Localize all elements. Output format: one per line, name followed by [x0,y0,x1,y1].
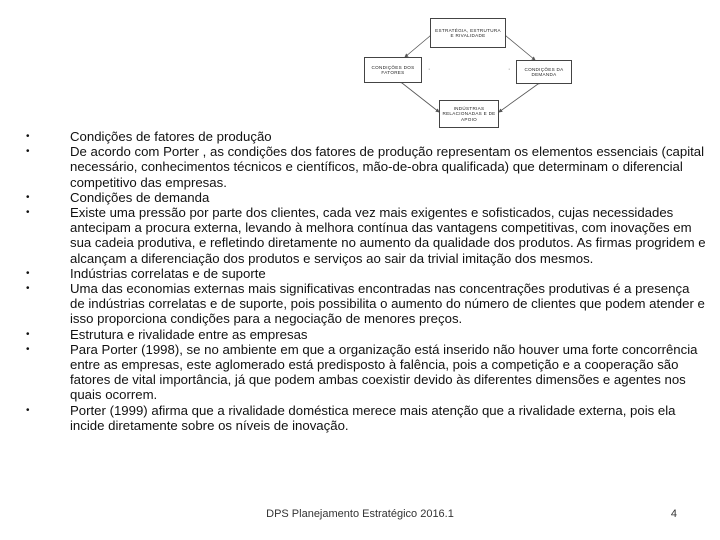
diagram-connectors [0,0,720,150]
bullet-icon: • [26,191,30,203]
page-number: 4 [670,508,677,520]
bullet-content [26,129,706,433]
list-item-text: Porter (1999) afirma que a rivalidade doméstica merece mais atenção que a rivalidade externa, pois ela incide diretamente sobre os níveis de inovação. [70,402,676,433]
list-item-text: Para Porter (1998), se no ambiente em que a organização está inserido não houver uma forte concorrência entre as empresas, este aglomerado está predisposto à falência, pois a competição e a cooperação são fatores de vital importância, já que podem ambas coexistir devido às diferentes dimensões e agentes nos quais ocorrem. [70,341,698,403]
node-strategy-structure-rivalry [430,18,506,48]
bullet-icon: • [26,404,30,416]
arrow-top-right [506,36,535,60]
bullet-icon: • [26,207,30,219]
list-item-text: Uma das economias externas mais significativas encontradas nas concentrações produtivas é a presença de indústrias correlatas e de suporte, pois possibilita o aumento do número de clientes que podem atender e isso proporciona condições para a negociação de menores preços. [70,281,705,327]
list-item-text: Indústrias correlatas e de suporte [70,265,266,281]
list-item [26,403,706,433]
node-related-supporting-industries [439,100,499,128]
bullet-icon: • [26,343,30,355]
node-left-line-2: FATORES [381,70,405,75]
list-item [26,342,706,403]
list-item-text: Existe uma pressão por parte dos clientes, cada vez mais exigentes e sofisticados, cujas necessidades antecipam a procura externa, levando à melhora contínua das vantagens competitivas, com inovações em sua cadeia produtiva, e refletindo diretamente no aumento da qualidade dos produtos. As firmas progridem e alcançam a diferenciação dos produtos e serviços ao sair da trivial imitação dos mesmos. [70,205,706,266]
node-left-line-1: CONDIÇÕES DOS [371,64,415,70]
list-item [26,327,706,342]
bullet-icon: • [26,328,30,340]
bullet-icon: • [26,267,30,279]
porter-diamond-diagram [0,0,720,150]
list-item-text: Estrutura e rivalidade entre as empresas [70,326,308,342]
arrow-left-bottom [402,83,439,112]
node-bottom-line-3: APOIO [460,116,478,122]
bullet-icon: • [26,146,30,158]
list-item [26,205,706,266]
list-item-text: Condições de demanda [70,189,210,205]
node-top-line-2: E RIVALIDADE [450,33,486,38]
node-bottom-line-2: RELACIONADAS E DE [442,111,496,117]
bullet-icon: • [26,131,30,142]
node-demand-conditions [516,60,572,84]
node-right-line-2: DEMANDA [531,72,557,77]
arrow-right-bottom [499,84,538,112]
list-item [26,266,706,281]
list-item-text: De acordo com Porter , as condições dos fatores de produção representam os elementos essenciais (capital necessário, conhecimentos técnicos e científicos, mão-de-obra qualificada) que determinam o diferencial competitivo das empresas. [70,144,705,190]
node-right-line-1: CONDIÇÕES DA [524,66,564,72]
node-factor-conditions [364,57,422,83]
list-item [26,190,706,205]
list-item [26,129,706,144]
list-item-text: Condições de fatores de produção [70,129,272,144]
diagram-dot-right: · [508,66,511,73]
node-top-line-1: ESTRATÉGIA, ESTRUTURA [435,27,501,33]
diagram-dot-left: · [428,66,431,73]
list-item [26,144,706,190]
bullet-list [26,129,706,433]
node-bottom-line-1: INDÚSTRIAS [453,106,485,112]
list-item [26,281,706,327]
bullet-icon: • [26,283,30,295]
arrow-top-left [405,36,430,57]
footer-text: DPS Planejamento Estratégico 2016.1 [266,508,454,520]
